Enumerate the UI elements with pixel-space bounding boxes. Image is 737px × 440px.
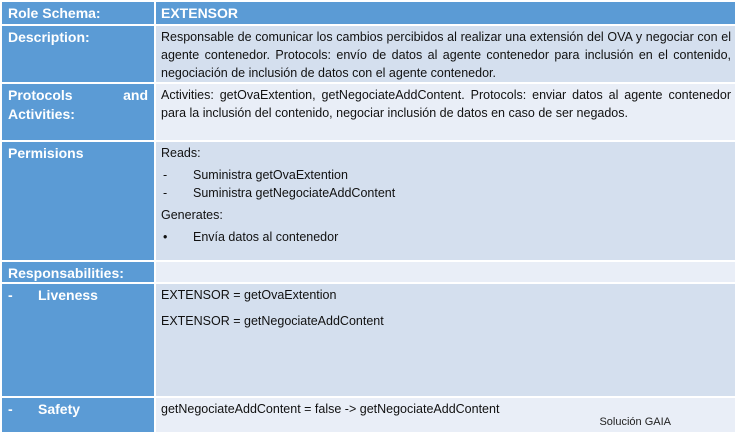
responsabilities-value [156,262,735,282]
generates-list [161,228,731,246]
credit-text: Solución GAIA [599,416,671,428]
permisions-value [156,142,735,260]
list-item: • Envía datos al contenedor [163,230,339,244]
safety-label [2,398,154,432]
liveness-label-text: Liveness [38,287,98,303]
role-schema-label: Role Schema: [2,2,154,24]
protocols-label-line2: Activities: [8,106,75,122]
responsabilities-label: Responsabilities: [2,262,154,282]
liveness-line: EXTENSOR = getOvaExtention [161,288,337,302]
generates-label: Generates: [161,208,223,222]
liveness-line: EXTENSOR = getNegociateAddContent [161,314,384,328]
liveness-value [156,284,735,396]
description-row [2,26,735,82]
description-value: Responsable de comunicar los cambios percibidos al realizar una extensión del OVA y negociar con el agente contenedor. Protocols: envío de datos al agente contenedor para inclusión en el contenido, negociación de inclusión de datos con el agente contenedor. [156,26,735,82]
role-schema-value: EXTENSOR [156,2,735,24]
protocols-label-right: and [123,87,148,103]
safety-label-text: Safety [38,401,81,417]
role-schema-table [2,2,735,432]
safety-value: getNegociateAddContent = false -> getNegociateAddContent [156,398,735,432]
reads-label: Reads: [161,146,201,160]
protocols-label-left: Protocols [8,87,73,103]
liveness-row [2,284,735,396]
safety-dash: - [8,401,13,417]
protocols-row [2,84,735,140]
protocols-value: Activities: getOvaExtention, getNegociateAddContent. Protocols: enviar datos al agente contenedor para la inclusión del contenido, negociar inclusión de datos en caso de ser negados. [156,84,735,140]
list-item: - Suministra getOvaExtention [163,168,348,182]
permisions-row [2,142,735,260]
header-row [2,2,735,24]
liveness-label [2,284,154,396]
description-label: Description: [2,26,154,82]
protocols-label [2,84,154,140]
permisions-label: Permisions [2,142,154,260]
list-item: - Suministra getNegociateAddContent [163,186,396,200]
reads-list [161,166,731,202]
responsabilities-row [2,262,735,282]
liveness-dash: - [8,287,13,303]
